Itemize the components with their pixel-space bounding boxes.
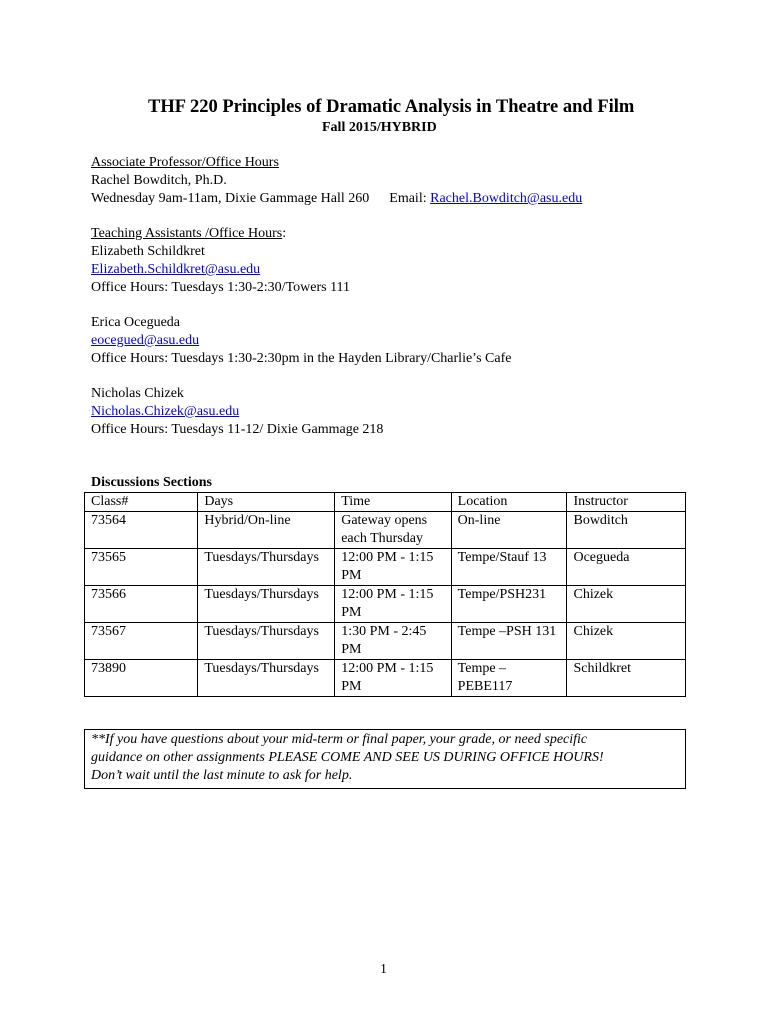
- ta-name: Nicholas Chizek: [91, 386, 184, 401]
- table-cell: 73567: [85, 623, 198, 660]
- ta-heading: Teaching Assistants /Office Hours: [91, 226, 283, 241]
- table-cell: 73890: [85, 660, 198, 697]
- ta-section: [91, 225, 691, 297]
- ta-email-link[interactable]: eocegued@asu.edu: [91, 333, 200, 348]
- note-line: guidance on other assignments PLEASE COME AND SEE US DURING OFFICE HOURS!: [91, 750, 604, 765]
- ta-section: [91, 314, 691, 368]
- ta-hours: Office Hours: Tuesdays 11-12/ Dixie Gammage 218: [91, 422, 384, 437]
- professor-hours-line: [91, 190, 691, 208]
- table-row: [85, 623, 686, 660]
- table-cell: Tempe/Stauf 13: [451, 549, 567, 586]
- table-cell: 1:30 PM - 2:45 PM: [335, 623, 451, 660]
- column-header: Class#: [85, 493, 198, 512]
- professor-heading: Associate Professor/Office Hours: [91, 155, 279, 170]
- table-cell: Ocegueda: [567, 549, 686, 586]
- table-cell: Chizek: [567, 586, 686, 623]
- ta-email-link[interactable]: Elizabeth.Schildkret@asu.edu: [91, 262, 261, 277]
- table-cell: Tuesdays/Thursdays: [198, 660, 335, 697]
- table-cell: Chizek: [567, 623, 686, 660]
- office-hours-note: [84, 729, 686, 789]
- table-cell: 73564: [85, 512, 198, 549]
- ta-section: [91, 385, 691, 439]
- discussions-heading: Discussions Sections: [91, 475, 212, 490]
- table-cell: Tuesdays/Thursdays: [198, 586, 335, 623]
- table-cell: Tempe – PEBE117: [451, 660, 567, 697]
- professor-name: Rachel Bowditch, Ph.D.: [91, 173, 227, 188]
- table-cell: Tuesdays/Thursdays: [198, 623, 335, 660]
- column-header: Time: [335, 493, 451, 512]
- table-row: [85, 660, 686, 697]
- table-cell: Tempe –PSH 131: [451, 623, 567, 660]
- table-cell: Schildkret: [567, 660, 686, 697]
- table-row: [85, 512, 686, 549]
- ta-hours: Office Hours: Tuesdays 1:30-2:30pm in the Hayden Library/Charlie’s Cafe: [91, 351, 512, 366]
- ta-name: Erica Ocegueda: [91, 315, 180, 330]
- professor-section: [91, 154, 691, 208]
- column-header: Days: [198, 493, 335, 512]
- professor-hours: Wednesday 9am-11am, Dixie Gammage Hall 260: [91, 191, 370, 206]
- page-number: 1: [380, 962, 387, 977]
- column-header: Instructor: [567, 493, 686, 512]
- ta-name: Elizabeth Schildkret: [91, 244, 205, 259]
- table-cell: 73566: [85, 586, 198, 623]
- discussions-table: [84, 492, 686, 697]
- document-subtitle: Fall 2015/HYBRID: [322, 120, 437, 135]
- document-title: THF 220 Principles of Dramatic Analysis in Theatre and Film: [148, 97, 635, 117]
- ta-hours: Office Hours: Tuesdays 1:30-2:30/Towers 111: [91, 280, 351, 295]
- table-cell: 12:00 PM - 1:15 PM: [335, 549, 451, 586]
- table-cell: Tempe/PSH231: [451, 586, 567, 623]
- table-cell: Bowditch: [567, 512, 686, 549]
- table-cell: 12:00 PM - 1:15 PM: [335, 586, 451, 623]
- table-row: [85, 549, 686, 586]
- ta-heading-line: [91, 225, 691, 243]
- professor-email-link[interactable]: Rachel.Bowditch@asu.edu: [430, 191, 583, 206]
- table-cell: On-line: [451, 512, 567, 549]
- ta-email-link[interactable]: Nicholas.Chizek@asu.edu: [91, 404, 240, 419]
- note-line: **If you have questions about your mid-term or final paper, your grade, or need specific: [91, 732, 588, 747]
- table-cell: 73565: [85, 549, 198, 586]
- table-cell: 12:00 PM - 1:15 PM: [335, 660, 451, 697]
- table-row: [85, 586, 686, 623]
- table-cell: Tuesdays/Thursdays: [198, 549, 335, 586]
- professor-email-label: Email:: [389, 191, 427, 206]
- ta-heading-colon: :: [282, 226, 287, 241]
- note-line: Don’t wait until the last minute to ask for help.: [91, 768, 353, 783]
- column-header: Location: [451, 493, 567, 512]
- table-header-row: [85, 493, 686, 512]
- table-cell: Gateway opens each Thursday: [335, 512, 451, 549]
- table-cell: Hybrid/On-line: [198, 512, 335, 549]
